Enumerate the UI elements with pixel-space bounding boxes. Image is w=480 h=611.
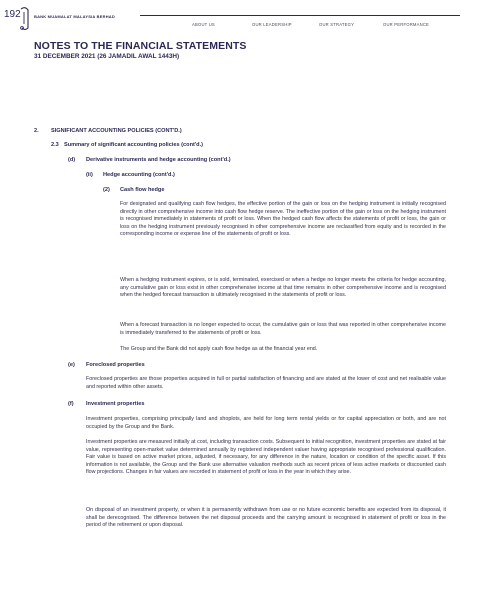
foreclosed-properties-paragraph: Foreclosed properties are those properties acquired in full or partial satisfaction of financing and are stated at the lower of cost and net realisable value and reported within other assets.: [86, 376, 446, 390]
investment-properties-paragraph-2: Investment properties are measured initially at cost, including transaction costs. Subsequent to initial recognition, investment properties are stated at fair value, representing open-market value determined annually by registered independent valuer having appropriate recognised professional qualification. Fair value is based on active market prices, adjusted, if necessary, for any difference in the nature, location or condition of the specific asset. If this information is not available, the Group and the Bank use alternative valuation methods such as recent prices of less active markets or discounted cash flow projections. Changes in fair values are recorded in statement of profit or loss in the year in which they arise.: [86, 439, 446, 476]
investment-properties-paragraph-1: Investment properties, comprising principally land and shoplots, are held for long term rental yields or for capital appreciation or both, and are not occupied by the Group and the Bank.: [86, 416, 446, 430]
cash-flow-hedge-paragraph-3: When a forecast transaction is no longer expected to occur, the cumulative gain or loss that was reported in other comprehensive income is immediately transferred to the statements of profit or loss.: [120, 322, 446, 336]
cash-flow-hedge-paragraph-2: When a hedging instrument expires, or is sold, terminated, exercised or when a hedge no longer meets the criteria for hedge accounting, any cumulative gain or loss exist in other comprehensive income at that time remains in other comprehensive income and is recognised when the hedged forecast transaction is ultimately recognised in the statements of profit or loss.: [120, 277, 446, 299]
nav-our-leadership[interactable]: OUR LEADERSHIP: [252, 22, 292, 27]
page-number: 192: [4, 9, 21, 20]
header-rule: [140, 15, 460, 16]
bank-name: BANK MUAMALAT MALAYSIA BERHAD: [34, 14, 115, 19]
page-subtitle: 31 DECEMBER 2021 (26 JAMADIL AWAL 1443H): [34, 53, 180, 60]
item-f-label: (f): [68, 401, 74, 407]
bank-logo-icon: [19, 6, 31, 32]
section-number: 2.: [34, 128, 39, 134]
subsection-title: Summary of significant accounting policies (cont'd.): [64, 142, 204, 148]
item-d-ii-2-title: Cash flow hedge: [120, 187, 165, 193]
cash-flow-hedge-paragraph-1: For designated and qualifying cash flow hedges, the effective portion of the gain or loss on the hedging instrument is initially recognised directly in other comprehensive income into cash flow hedge reserve. The ineffective portion of the gain or loss on the hedging instrument is recognised immediately in statements of profit or loss. When the hedged cash flow affects the statements of profit or loss, the gain or loss on the hedging instrument previously recognised in other comprehensive income are reclassified from equity and is recorded in the corresponding income or expense line of the statements of profit or loss.: [120, 201, 446, 238]
nav-our-performance[interactable]: OUR PERFORMANCE: [383, 22, 430, 27]
item-d-title: Derivative instruments and hedge accounting (cont'd.): [86, 157, 231, 163]
item-e-label: (e): [68, 362, 75, 368]
section-title: SIGNIFICANT ACCOUNTING POLICIES (CONT'D.): [51, 128, 182, 134]
item-d-ii-2-label: (2): [103, 187, 110, 193]
item-e-title: Foreclosed properties: [86, 362, 145, 368]
item-d-ii-label: (ii): [86, 172, 93, 178]
item-f-title: Investment properties: [86, 401, 145, 407]
item-d-label: (d): [68, 157, 76, 163]
investment-properties-paragraph-3: On disposal of an investment property, or when it is permanently withdrawn from use or no future economic benefits are expected from its disposal, it shall be derecognised. The difference between the net disposal proceeds and the carrying amount is recognised in statement of profit or loss in the period of the retirement or upon disposal.: [86, 507, 446, 529]
item-d-ii-title: Hedge accounting (cont'd.): [103, 172, 175, 178]
page-title: NOTES TO THE FINANCIAL STATEMENTS: [34, 40, 247, 52]
nav-our-strategy[interactable]: OUR STRATEGY: [319, 22, 355, 27]
cash-flow-hedge-paragraph-4: The Group and the Bank did not apply cash flow hedge as at the financial year end.: [120, 346, 318, 352]
nav-about-us[interactable]: ABOUT US: [192, 22, 215, 27]
subsection-number: 2.3: [51, 142, 59, 148]
